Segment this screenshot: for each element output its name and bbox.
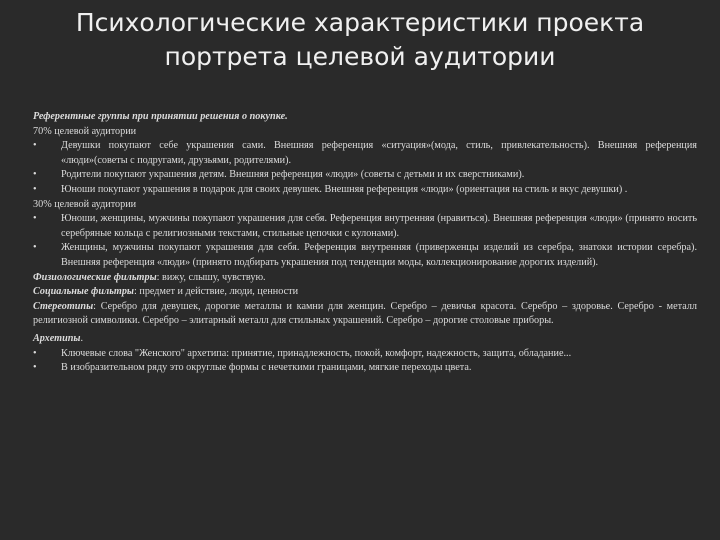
- title-line-1: Психологические характеристики проекта: [75, 8, 645, 37]
- bullet-icon: •: [33, 213, 37, 225]
- archetypes-label: Архетипы: [33, 332, 81, 344]
- physiological-filters-label: Физиологические фильтры: [33, 271, 157, 283]
- bullet-icon: •: [33, 242, 37, 254]
- bullet-icon: •: [33, 183, 37, 195]
- list-item-text: В изобразительном ряду это округлые формы с нечеткими границами, мягкие переходы цвета.: [61, 362, 472, 374]
- physiological-filters-text: : вижу, слышу, чувствую.: [156, 271, 266, 283]
- bullet-icon: •: [33, 347, 37, 359]
- audience-30-label: 30% целевой аудитории: [33, 198, 137, 210]
- list-item: [33, 361, 697, 376]
- list-item: [33, 183, 697, 198]
- stereotypes-label: Стереотипы: [33, 300, 94, 312]
- social-filters: [33, 285, 697, 300]
- list-item-text: Юноши, женщины, мужчины покупают украшения для себя. Референция внутренняя (нравиться). Внешняя референция «люди» (принято носить серебряные кольца с религиозными текстами, стильные цепочки с кулонами).: [61, 213, 697, 239]
- bullet-icon: •: [33, 362, 37, 374]
- slide-title: [40, 6, 680, 74]
- list-item: [33, 139, 697, 168]
- social-filters-text: : предмет и действие, люди, ценности: [134, 286, 299, 298]
- bullet-icon: •: [33, 140, 37, 152]
- list-item: [33, 347, 697, 362]
- archetypes-dot: .: [80, 332, 84, 344]
- list-item-text: Женщины, мужчины покупают украшения для себя. Референция внутренняя (приверженцы изделий из серебра, знатоки истории серебра). Внешняя референция «люди» (принято подбирать украшения под тенденции моды, коллекционирование дорогих изделий).: [61, 242, 697, 268]
- reference-groups-heading: Референтные группы при принятии решения о покупке.: [33, 111, 288, 122]
- list-item: [33, 241, 697, 270]
- bullet-icon: •: [33, 169, 37, 181]
- slide-body: [33, 110, 697, 376]
- archetypes-heading: [33, 332, 697, 347]
- social-filters-label: Социальные фильтры: [33, 286, 134, 298]
- physiological-filters: [33, 271, 697, 286]
- title-line-2: портрета целевой аудитории: [164, 42, 556, 71]
- stereotypes-text: : Серебро для девушек, дорогие металлы и камни для женщин. Серебро – девичья красота. Серебро – здоровье. Серебро - металл религиозной символики. Серебро – элитарный металл для стильных украшений. Серебро – дорогие столовые приборы.: [33, 300, 697, 327]
- audience-70-label: 70% целевой аудитории: [33, 125, 137, 137]
- list-item: [33, 212, 697, 241]
- list-item-text: Ключевые слова "Женского" архетипа: принятие, принадлежность, покой, комфорт, надежность, защита, обладание...: [61, 347, 572, 359]
- list-item-text: Родители покупают украшения детям. Внешняя референция «люди» (советы с детьми и их сверстниками).: [61, 169, 525, 181]
- stereotypes: [33, 300, 697, 329]
- list-item-text: Юноши покупают украшения в подарок для своих девушек. Внешняя референция «люди» (ориентация на стиль и вкус девушки) .: [61, 183, 628, 195]
- list-item-text: Девушки покупают себе украшения сами. Внешняя референция «ситуация»(мода, стиль, привлекательность). Внешняя референция «люди»(советы с подругами, друзьями, родителями).: [61, 140, 697, 166]
- list-item: [33, 168, 697, 183]
